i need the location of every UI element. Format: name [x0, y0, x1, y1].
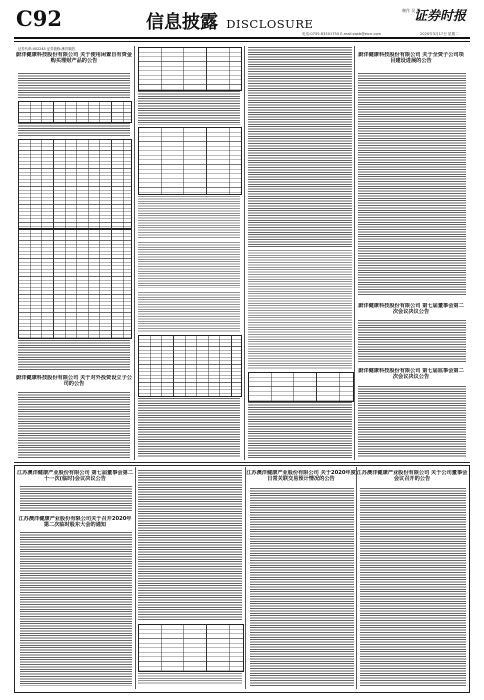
section-title	[146, 8, 313, 34]
body-text	[138, 242, 240, 288]
issue-date: 2020年3月17日 星期二	[420, 32, 459, 36]
notice-title: 蔚洋健康科技股份有限公司 关于全资子公司项目建设进展的公告	[358, 52, 464, 65]
data-table	[138, 624, 244, 672]
column-rule	[356, 467, 357, 689]
notice-title: 江苏澳洋健康产业股份有限公司 第七届董事会第二十一次(临时)会议决议公告	[17, 470, 133, 483]
body-text	[358, 386, 466, 458]
section-title-cn: 信息披露	[146, 12, 218, 33]
column-rule	[135, 467, 136, 689]
body-text	[138, 292, 240, 332]
masthead-logo: 证券时报	[413, 9, 466, 24]
data-table	[138, 47, 242, 91]
body-text	[20, 486, 132, 512]
data-table	[18, 229, 132, 339]
section-divider	[14, 462, 470, 463]
notice-title: 蔚洋健康科技股份有限公司 关于使用闲置自有资金购买理财产品的公告	[16, 52, 132, 65]
data-table	[18, 101, 132, 123]
column-rule	[354, 46, 355, 460]
body-text	[358, 73, 466, 295]
body-text	[360, 488, 466, 686]
column-rule	[245, 467, 246, 689]
body-text	[248, 250, 352, 370]
page-number: C92	[16, 6, 62, 31]
data-table	[18, 139, 132, 229]
notice-title: 蔚洋健康科技股份有限公司 第七届董事会第二次会议决议公告	[358, 303, 464, 316]
body-text	[250, 488, 354, 686]
body-text	[18, 392, 130, 458]
column-rule	[134, 46, 135, 460]
body-text	[138, 398, 240, 458]
body-text	[248, 47, 352, 247]
notice-title: 江苏澳洋健康产业股份有限公司 关于公司董事会会议召开的公告	[356, 470, 468, 483]
notice-title: 江苏澳洋健康产业股份有限公司 关于2020年度日常关联交易预计情况的公告	[246, 470, 356, 483]
body-text	[20, 532, 132, 686]
header-rule-thin	[14, 41, 470, 42]
page-header	[0, 0, 484, 44]
column-rule	[244, 46, 245, 460]
notice-title: 江苏澳洋健康产业股份有限公司关于召开2020年第二次临时股东大会的通知	[18, 516, 132, 529]
body-text	[358, 320, 466, 362]
body-text	[18, 340, 130, 370]
body-text	[138, 673, 242, 685]
stock-code-line: 证券代码:002245 证券简称:澳洋顺昌	[18, 47, 75, 51]
body-text	[18, 123, 130, 137]
section-title-en: DISCLOSURE	[226, 17, 314, 31]
notice-title: 蔚洋健康科技股份有限公司 第七届监事会第二次会议决议公告	[358, 368, 464, 381]
data-table	[138, 335, 242, 397]
contact-line: 电话:0755-83501750 E-mail:zqsb@stcn.com	[302, 32, 382, 36]
body-text	[138, 470, 242, 620]
body-text	[248, 402, 352, 458]
data-table	[138, 127, 242, 195]
data-table	[248, 372, 354, 402]
editor-line: 制作 吴 琳	[402, 8, 421, 13]
body-text	[138, 91, 240, 125]
body-text	[18, 73, 130, 99]
body-text	[138, 196, 240, 238]
header-rule	[14, 37, 470, 39]
notice-title: 蔚洋健康科技股份有限公司 关于对外投资设立子公司的公告	[16, 375, 132, 388]
